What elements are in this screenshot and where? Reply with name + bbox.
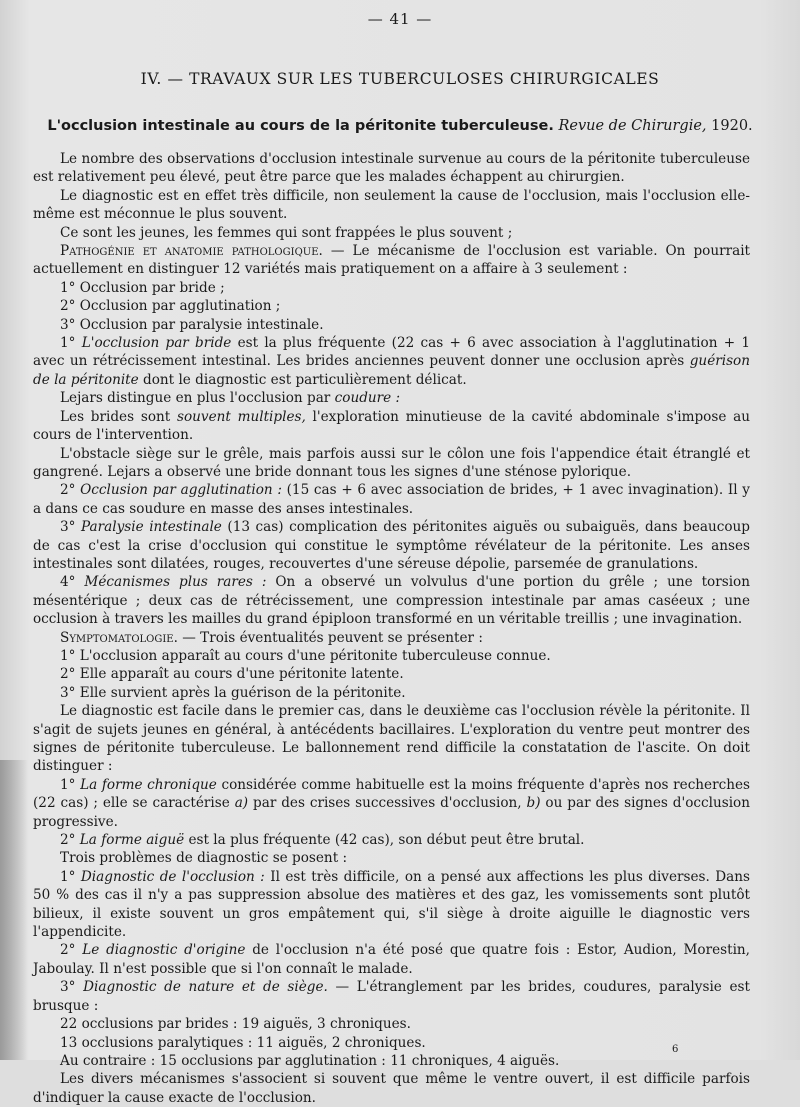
page-number: — 41 — — [367, 10, 433, 28]
paragraph: Trois problèmes de diagnostic se posent : — [60, 850, 348, 867]
paragraph-text: ou par des signes d'occlusion progressive. — [33, 795, 751, 830]
paragraph-text: considérée comme habituelle est la moins fréquente d'après nos recherches (22 cas) ; elle se caractérise — [33, 776, 750, 812]
list-item: 1° Occlusion par bride ; — [60, 279, 225, 296]
italic-text: Le diagnostic d'origine — [82, 942, 246, 959]
italic-text: La forme aiguë — [79, 832, 185, 849]
paragraph-text: (15 cas + 6 avec association de brides, + 1 avec invagination). Il y a dans ce cas soudure en masse des anses intestinales. — [33, 482, 750, 517]
paragraph-text: Il est très difficile, on a pensé aux affections les plus diverses. Dans 50 % des cas il n'y a pas suppression absolue des matières et des gaz, les vomissements sont plutôt bilieux, il existe souvent un gros empâtement qui, s'il siège à droite aiguille le diagnostic vers l'appendicite. — [33, 868, 750, 941]
paragraph — [33, 242, 750, 279]
paragraph: L'obstacle siège sur le grêle, mais parfois aussi sur le côlon une fois l'appendice était étranglé et gangrené. Lejars a observé une bride donnant tous les signes d'une sténose pylorique. — [33, 445, 750, 480]
list-item: 1° L'occlusion apparaît au cours d'une péritonite tuberculeuse connue. — [60, 647, 551, 664]
paragraph: Le diagnostic est facile dans le premier cas, dans le deuxième cas l'occlusion révèle la péritonite. Il s'agit de sujets jeunes en général, à antécédents bacillaires. L'exploration du ventre peut montrer des signes de péritonite tuberculeuse. Le ballonnement rend difficile la constatation de l'ascite. On doit distinguer : — [33, 703, 750, 775]
paragraph-text: est la plus fréquente (22 cas + 6 avec association à l'agglutination + 1 avec un rétrécissement intestinal. Les brides anciennes peuvent donner une occlusion après — [33, 335, 750, 370]
subsection-heading: Symptomatologie. — [60, 629, 178, 646]
paragraph-text: Les brides sont — [60, 408, 177, 425]
italic-text: souvent multiples, — [176, 408, 306, 425]
binding-shadow — [0, 760, 28, 1060]
paragraph: Le diagnostic est en effet très difficile, non seulement la cause de l'occlusion, mais l'occlusion elle-même est méconnue le plus souvent. — [33, 187, 750, 223]
article-title — [0, 118, 800, 134]
list-item: 13 occlusions paralytiques : 11 aiguës, 2 chroniques. — [60, 1034, 426, 1051]
paragraph-text: Lejars distingue en plus l'occlusion par — [60, 390, 335, 407]
article-year: 1920. — [711, 118, 753, 134]
paragraph — [33, 868, 750, 942]
paragraph: Ce sont les jeunes, les femmes qui sont frappées le plus souvent ; — [60, 224, 513, 241]
signature-mark: 6 — [672, 1044, 679, 1055]
paragraph-text: est la plus fréquente (42 cas), son début peut être brutal. — [184, 832, 585, 849]
paragraph-text: — Le mécanisme de l'occlusion est variable. On pourrait actuellement en distinguer 12 variétés mais pratiquement on a affaire à 3 seulement : — [33, 243, 750, 278]
paragraph — [33, 776, 750, 831]
italic-text: coudure : — [334, 390, 401, 407]
list-item: 2° Elle apparaît au cours d'une péritonite latente. — [60, 666, 404, 683]
paragraph-text: de l'occlusion n'a été posé que quatre fois : Estor, Audion, Morestin, Jaboulay. Il n'est possible que si l'on connaît le malade. — [33, 942, 750, 977]
paragraph: Les divers mécanismes s'associent si souvent que même le ventre ouvert, il est difficile parfois d'indiquer la cause exacte de l'occlusion. — [33, 1071, 750, 1106]
paragraph-text: l'exploration minutieuse de la cavité abdominale s'impose au cours de l'intervention. — [33, 408, 750, 444]
paragraph-text: — L'étranglement par les brides, coudures, paralysie est brusque : — [33, 979, 750, 1014]
italic-text: a) — [234, 795, 249, 812]
paragraph-text: 1° — [60, 776, 81, 793]
italic-text: La forme chronique — [80, 776, 217, 793]
paragraph-text: (13 cas) complication des péritonites aiguës ou subaiguës, dans beaucoup de cas c'est la crise d'occlusion qui constitue le symptôme révélateur de la péritonite. Les anses intestinales sont dilatées, rouges, recouvertes d'une séreuse dépolie, parsemée de granulations. — [33, 519, 750, 572]
section-heading: IV. — TRAVAUX SUR LES TUBERCULOSES CHIRURGICALES — [140, 70, 660, 88]
paragraph-text: 1° — [60, 868, 81, 885]
paragraph-text: 2° — [60, 482, 81, 499]
paragraph-text: 1° — [60, 335, 82, 352]
paragraph — [33, 389, 750, 407]
paragraph-text: 2° — [60, 942, 83, 959]
paragraph-text: 3° — [60, 979, 84, 996]
paragraph — [33, 978, 750, 1015]
paragraph-text: — Trois éventualités peuvent se présenter : — [177, 629, 483, 646]
paragraph — [33, 334, 750, 389]
italic-text: Occlusion par agglutination : — [80, 482, 282, 499]
paragraph — [33, 518, 750, 573]
list-item: 22 occlusions par brides : 19 aiguës, 3 chroniques. — [60, 1016, 411, 1033]
article-body — [33, 150, 750, 1107]
article-journal: Revue de Chirurgie, — [558, 118, 707, 134]
paragraph — [33, 481, 750, 518]
list-item: 3° Occlusion par paralysie intestinale. — [60, 316, 324, 333]
paragraph-text: 2° — [60, 832, 80, 849]
paragraph-text: dont le diagnostic est particulièrement délicat. — [138, 371, 467, 388]
subsection-heading: Pathogénie et anatomie pathologique. — [60, 243, 323, 260]
paragraph — [33, 629, 750, 647]
italic-text: Paralysie intestinale — [81, 519, 222, 536]
paragraph-text: 4° — [60, 574, 85, 591]
italic-text: b) — [526, 795, 541, 812]
paragraph-text: 3° — [60, 519, 81, 536]
list-item: 3° Elle survient après la guérison de la péritonite. — [60, 684, 406, 701]
paragraph — [33, 573, 750, 628]
paragraph — [33, 408, 750, 445]
italic-text: Diagnostic de nature et de siège. — [83, 979, 328, 996]
list-item: 2° Occlusion par agglutination ; — [60, 298, 281, 315]
italic-text: Diagnostic de l'occlusion : — [80, 868, 265, 885]
article-title-text: L'occlusion intestinale au cours de la péritonite tuberculeuse. — [47, 118, 554, 134]
list-item: Au contraire : 15 occlusions par agglutination : 11 chroniques, 4 aiguës. — [60, 1052, 560, 1069]
paragraph-text: par des crises successives d'occlusion, — [248, 795, 527, 812]
italic-text: L'occlusion par bride — [81, 335, 232, 352]
paragraph-text: On a observé un volvulus d'une portion du grêle ; une torsion mésentérique ; deux cas de rétrécissement, une compression intestinale par amas caséeux ; une occlusion à travers les mailles du grand épiploon transformé en un véritable treillis ; une invagination. — [33, 574, 750, 628]
paragraph: Le nombre des observations d'occlusion intestinale survenue au cours de la péritonite tuberculeuse est relativement peu élevé, peut être parce que les malades échappent au chirurgien. — [33, 151, 750, 186]
paragraph — [33, 941, 750, 978]
italic-text: Mécanismes plus rares : — [84, 574, 267, 591]
italic-text: guérison de la péritonite — [33, 353, 750, 388]
paragraph — [33, 831, 750, 849]
